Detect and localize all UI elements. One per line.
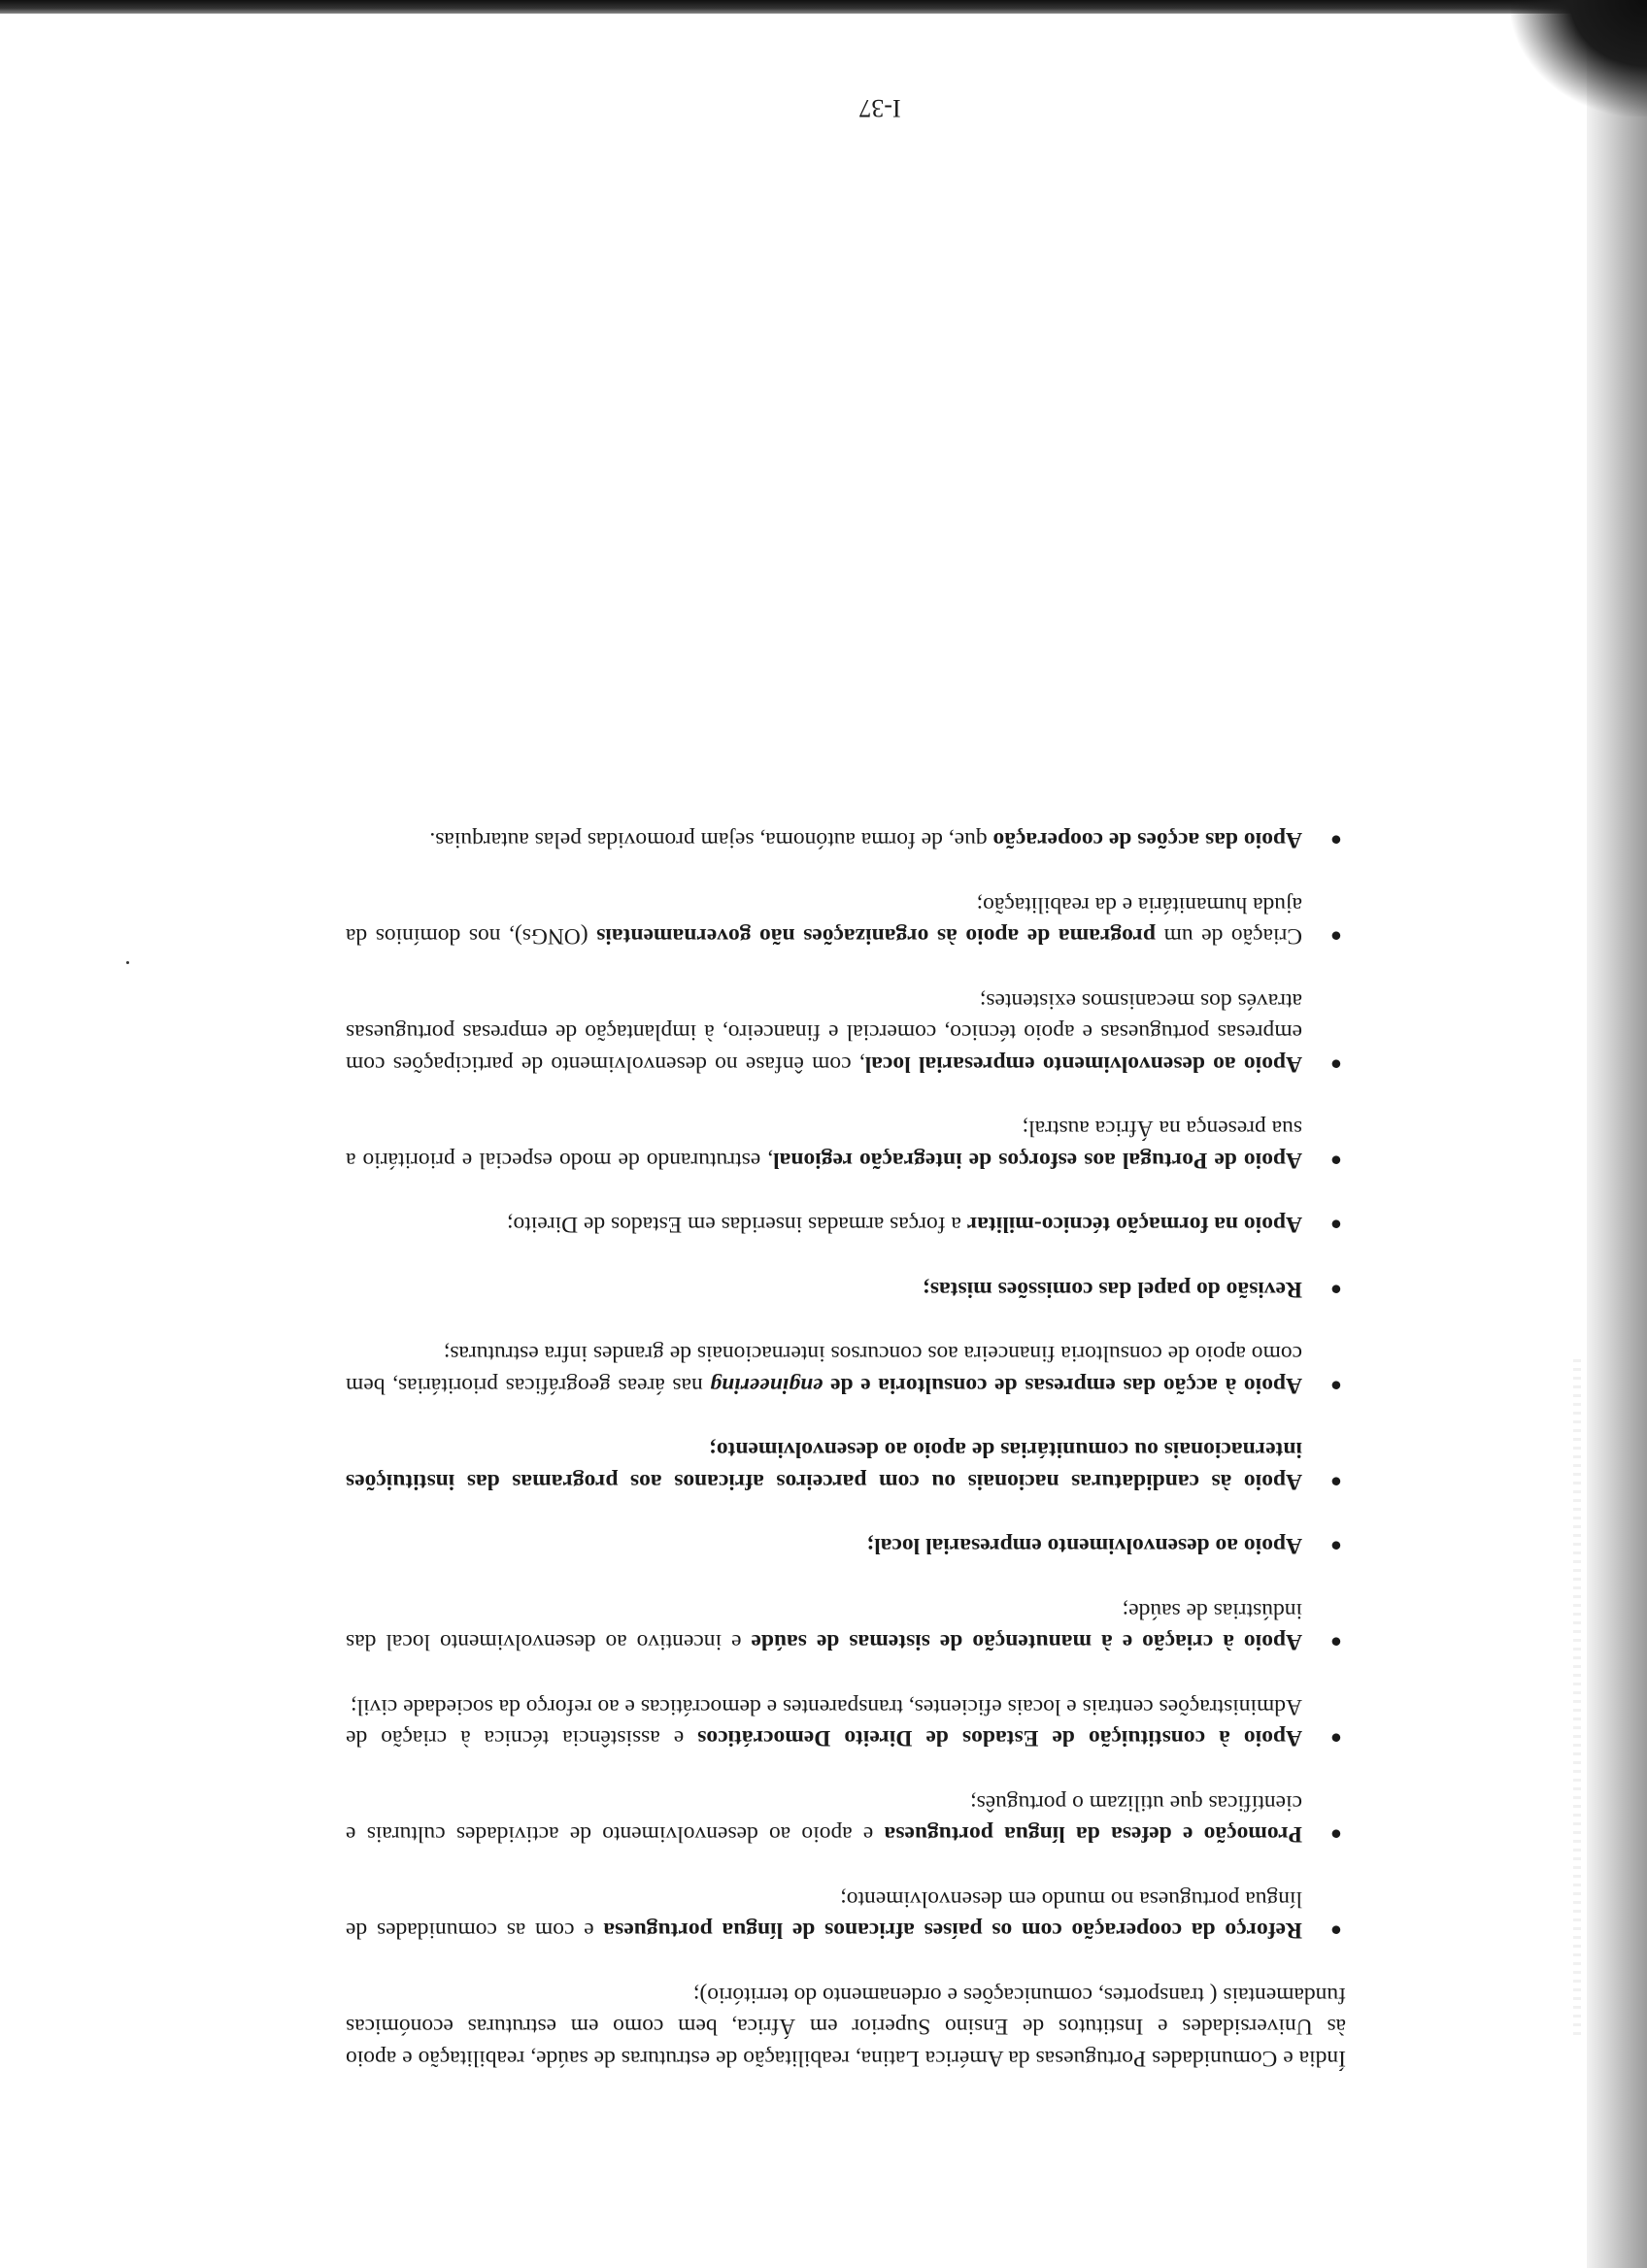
list-item-text: [346, 1790, 1302, 1848]
list-item-text: [346, 1342, 1302, 1399]
list-item-emphasis: Revisão do papel das comissões mistas;: [922, 1277, 1302, 1302]
list-item-emphasis: Apoio à constituição de Estados de Direito Democráticos: [697, 1725, 1302, 1751]
list-item-rest: e incentivo ao desenvolvimento local das indústrias de saúde;: [345, 1598, 1302, 1655]
list-item-italic: engineering: [710, 1373, 824, 1398]
list-item-lead: Criação de um: [1156, 923, 1302, 950]
list-item-text: [346, 1598, 1302, 1655]
list-item-rest: a forças armadas inseridas em Estados de Direito;: [506, 1212, 967, 1238]
list-item-emphasis: Apoio à acção das empresas de consultoria e de: [823, 1373, 1302, 1398]
bullet-icon: ●: [1329, 925, 1342, 948]
list-item-rest: , com ênfase no desenvolvimento de participações com empresas portuguesas e apoio técnico, comercial e financeiro, à implantação de empresas portuguesas através dos mecanismos existentes;: [345, 988, 1302, 1077]
bullet-icon: ●: [1329, 1919, 1342, 1942]
page-number: I-37: [858, 94, 901, 122]
list-item: [346, 1434, 1346, 1497]
bullet-icon: ●: [1329, 1053, 1342, 1075]
list-item-text: [923, 1277, 1302, 1302]
list-item-text: [507, 1213, 1302, 1238]
list-item: [346, 824, 1346, 856]
list-item-emphasis: programa de apoio às organizações não governamentais: [596, 923, 1156, 950]
list-item-rest: e com as comunidades de língua portuguesa no mundo em desenvolvimento;: [345, 1886, 1302, 1944]
list-item-text: [346, 988, 1302, 1077]
list-item-rest: nas áreas geográficas prioritárias, bem como apoio de consultoria financeira aos concursos internacionais de grandes infra estruturas;: [346, 1341, 1302, 1398]
list-item-emphasis: Apoio de Portugal aos esforços de integração regional: [773, 1148, 1302, 1173]
bullet-icon: ●: [1329, 1214, 1342, 1236]
list-item-rest: (ONGs), nos domínios da ajuda humanitária e da reabilitação;: [346, 892, 1302, 950]
bullet-list: [346, 824, 1346, 1947]
list-item-text: [429, 828, 1302, 853]
bullet-icon: ●: [1329, 829, 1342, 851]
bullet-icon: ●: [1329, 1150, 1342, 1171]
list-item: [346, 889, 1346, 952]
list-item: [346, 1530, 1346, 1562]
bullet-icon: ●: [1329, 1279, 1342, 1300]
list-item-emphasis: Apoio ao desenvolvimento empresarial local: [864, 1051, 1302, 1077]
document-body: [346, 791, 1346, 2074]
list-item: [346, 1338, 1346, 1401]
list-item-emphasis: Apoio ao desenvolvimento empresarial local;: [866, 1533, 1302, 1559]
bullet-icon: ●: [1329, 1375, 1342, 1396]
list-item-rest: que, de forma autónoma, sejam promovidas pelas autarquias.: [429, 827, 993, 853]
list-item-emphasis: Apoio às candidaturas nacionais ou com parceiros africanos aos programas das instituições internacionais ou comunitárias de apoio ao desenvolvimento;: [346, 1437, 1302, 1494]
list-item-text: [346, 892, 1302, 950]
list-item-emphasis: Apoio à criação e à manutenção de sistemas de saúde: [751, 1629, 1302, 1655]
list-item-emphasis: Promoção e defesa da língua portuguesa: [884, 1821, 1302, 1848]
list-item: [346, 1274, 1346, 1306]
list-item-text: [346, 1117, 1302, 1174]
bullet-icon: ●: [1329, 1823, 1342, 1846]
bullet-icon: ●: [1329, 1727, 1342, 1750]
bullet-icon: ●: [1329, 1471, 1342, 1492]
list-item-emphasis: Apoio na formação técnico-militar: [966, 1212, 1302, 1238]
list-item-rest: e apoio ao desenvolvimento de actividades culturais e científicas que utilizam o português;: [346, 1790, 1302, 1848]
intro-paragraph: Índia e Comunidades Portuguesas da América Latina, reabilitação de estruturas de saúde, reabilitação e apoio às Universidades e Institutos de Ensino Superior em África, bem como em estruturas económicas fundamentais ( transportes, comunicações e ordenamento do território);: [346, 1983, 1346, 2071]
list-item-text: [346, 1438, 1302, 1495]
list-item-text: [346, 1694, 1302, 1751]
list-item: [346, 1595, 1346, 1658]
list-item-emphasis: Apoio das acções de cooperação: [992, 827, 1302, 853]
bullet-icon: ●: [1329, 1631, 1342, 1653]
list-item: [346, 1209, 1346, 1241]
list-item-text: [346, 1886, 1302, 1944]
list-item-rest: e assistência técnica à criação de Administrações centrais e locais eficientes, transparentes e democráticas e ao reforço da sociedade civil;: [346, 1694, 1302, 1751]
list-item: [346, 1113, 1346, 1176]
list-item-emphasis: Reforço da cooperação com os países africanos de língua portuguesa: [603, 1918, 1302, 1944]
list-item: [346, 985, 1346, 1081]
bullet-icon: ●: [1329, 1535, 1342, 1557]
list-item-text: [866, 1534, 1302, 1559]
list-item: [346, 1884, 1346, 1947]
list-item: [346, 1691, 1346, 1754]
list-item: [346, 1787, 1346, 1851]
list-item-rest: , estruturando de modo especial e prioritário a sua presença na África austral;: [346, 1116, 1302, 1173]
